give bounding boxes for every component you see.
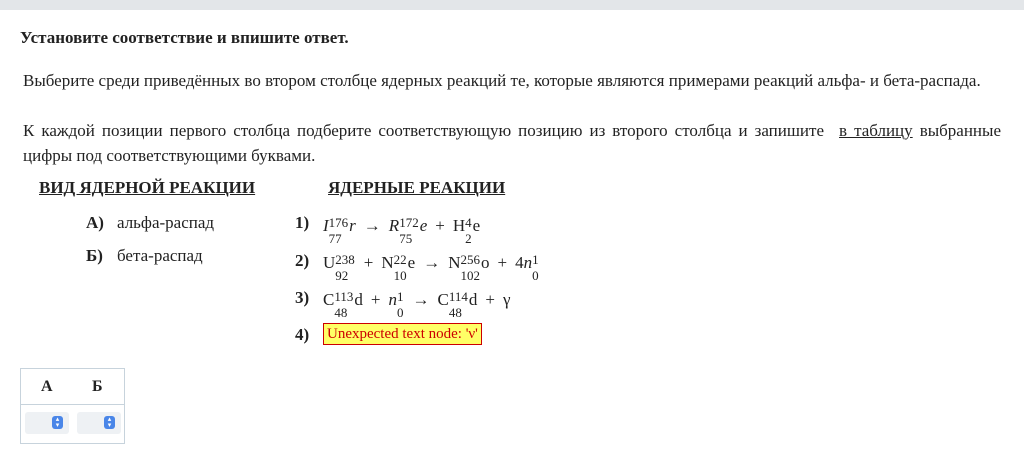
- nuclide-symbol: N: [448, 253, 461, 272]
- right-column-header: ЯДЕРНЫЕ РЕАКЦИИ: [328, 178, 506, 197]
- reaction-2-number: 2): [295, 251, 310, 270]
- mass-number: 172: [399, 215, 419, 230]
- nuclide-numbers: [335, 252, 355, 283]
- atomic-number: 48: [448, 305, 462, 320]
- answer-col-a-label: А: [41, 378, 53, 395]
- nuclide-numbers: [393, 252, 407, 283]
- nuclide-symbol: N: [381, 253, 394, 272]
- atomic-number: 0: [532, 268, 539, 283]
- plus-sign: +: [435, 216, 445, 235]
- nuclide-numbers: [532, 252, 539, 283]
- nuclide-coefficient: 4: [515, 253, 524, 272]
- atomic-number: 48: [334, 305, 348, 320]
- atomic-number: 77: [328, 231, 342, 246]
- atomic-number: 2: [465, 231, 472, 246]
- reaction-arrow: →: [423, 253, 441, 272]
- reaction-2: [323, 252, 540, 283]
- plus-sign: +: [370, 290, 381, 309]
- answer-col-b-label: Б: [92, 378, 103, 395]
- atomic-number: 102: [460, 268, 480, 283]
- answer-table-header: [21, 369, 124, 405]
- mass-number: 1: [396, 289, 404, 304]
- nuclide-symbol-tail: r: [349, 216, 356, 235]
- nuclide-symbol: R: [388, 216, 400, 235]
- nuclide-symbol-tail: o: [480, 253, 490, 272]
- option-b: [86, 246, 203, 266]
- reaction-arrow: →: [363, 216, 381, 235]
- nuclide: [452, 215, 481, 246]
- atomic-number: 10: [393, 268, 407, 283]
- option-a: [86, 213, 214, 233]
- nuclide-symbol-tail: d: [354, 290, 363, 309]
- nuclide: [388, 215, 428, 246]
- nuclide-numbers: [328, 215, 349, 246]
- table-link[interactable]: в таблицу: [839, 121, 913, 140]
- nuclide-symbol: n: [523, 253, 533, 272]
- atomic-number: 92: [335, 268, 349, 283]
- reaction-1-number: 1): [295, 213, 310, 232]
- nuclide-symbol-tail: e: [407, 253, 416, 272]
- nuclide-numbers: [396, 289, 404, 320]
- nuclide: [448, 252, 490, 283]
- mass-number: 176: [328, 215, 349, 230]
- top-bar: [0, 0, 1024, 10]
- mass-number: 256: [460, 252, 480, 267]
- nuclide-numbers: [399, 215, 419, 246]
- mass-number: 238: [335, 252, 355, 267]
- mass-number: 1: [532, 252, 539, 267]
- answer-a-select[interactable]: [25, 412, 69, 434]
- nuclide-symbol: U: [323, 253, 336, 272]
- nuclide-symbol: I: [323, 216, 329, 235]
- up-down-arrows-icon: ▴ ▾: [52, 416, 63, 429]
- nuclide: [437, 289, 478, 320]
- reaction-arrow: →: [412, 290, 430, 309]
- nuclide-symbol-tail: e: [472, 216, 481, 235]
- answer-table: [20, 368, 125, 444]
- nuclide: [323, 252, 356, 283]
- option-b-letter: Б): [86, 246, 103, 265]
- reaction-4-error-box: Unexpected text node: 'ν': [323, 323, 482, 345]
- plus-sign: +: [485, 290, 495, 309]
- gamma-symbol: γ: [502, 290, 511, 309]
- nuclide: [515, 252, 540, 283]
- instruction-text-end: выбранные цифры под соответствующими буквами.: [23, 121, 1001, 165]
- reaction-4-number: 4): [295, 325, 310, 344]
- option-a-letter: А): [86, 213, 104, 232]
- left-column-header: ВИД ЯДЕРНОЙ РЕАКЦИИ: [39, 178, 256, 197]
- mass-number: 113: [334, 289, 354, 304]
- nuclide-symbol-tail: e: [419, 216, 428, 235]
- nuclide-symbol-tail: d: [468, 290, 478, 309]
- nuclide-symbol: C: [323, 290, 335, 309]
- plus-sign: +: [497, 253, 508, 272]
- nuclide-symbol: C: [437, 290, 449, 309]
- atomic-number: 0: [396, 305, 404, 320]
- task-title: Установите соответствие и впишите ответ.: [20, 28, 349, 47]
- reaction-1: [323, 215, 481, 246]
- nuclide-numbers: [460, 252, 480, 283]
- nuclide-numbers: [448, 289, 468, 320]
- nuclide-symbol: n: [388, 290, 397, 309]
- mass-number: 22: [393, 252, 407, 267]
- atomic-number: 75: [399, 231, 413, 246]
- mass-number: 4: [465, 215, 472, 230]
- option-a-text: альфа-распад: [117, 213, 215, 232]
- answer-b-select[interactable]: [77, 412, 121, 434]
- up-down-arrows-icon: ▴ ▾: [104, 416, 115, 429]
- reaction-3: [323, 289, 511, 320]
- nuclide-symbol: H: [452, 216, 466, 235]
- nuclide: [323, 289, 363, 320]
- mass-number: 114: [448, 289, 468, 304]
- reaction-3-number: 3): [295, 288, 310, 307]
- instruction-paragraph-2: [23, 118, 1001, 168]
- instruction-paragraph-1: Выберите среди приведённых во втором столбце ядерных реакций те, которые являются примерами реакций альфа- и бета-распада.: [23, 71, 981, 90]
- nuclide-numbers: [465, 215, 472, 246]
- nuclide: [388, 289, 404, 320]
- instruction-text-start: К каждой позиции первого столбца подберите соответствующую позицию из второго столбца и запишите: [23, 121, 825, 140]
- nuclide: [381, 252, 416, 283]
- nuclide-numbers: [334, 289, 354, 320]
- option-b-text: бета-распад: [117, 246, 203, 265]
- nuclide: [323, 215, 356, 246]
- plus-sign: +: [363, 253, 374, 272]
